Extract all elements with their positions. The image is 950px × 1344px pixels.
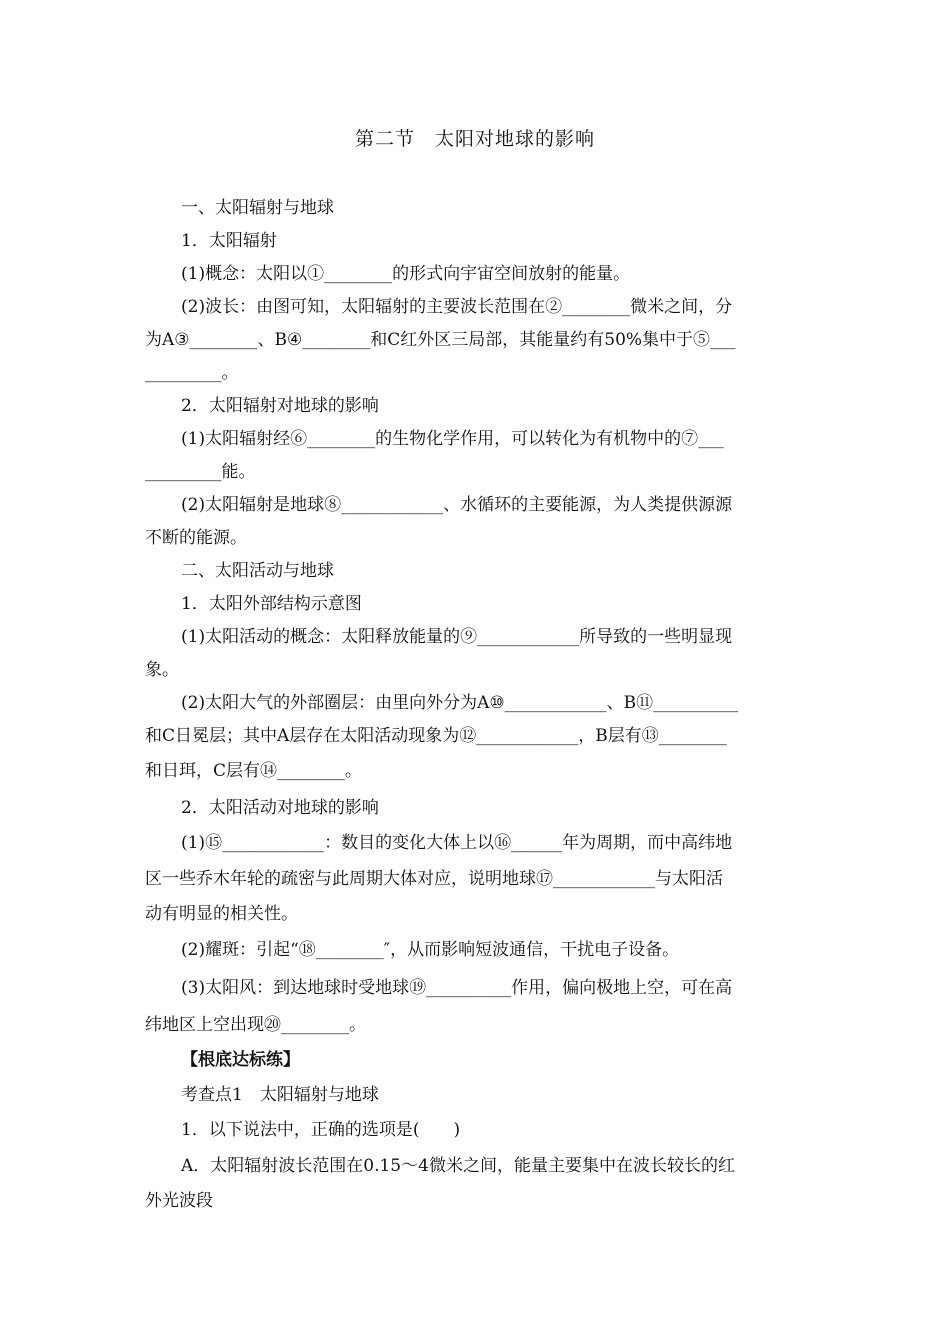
text-line: 区一些乔木年轮的疏密与此周期大体对应，说明地球⑰____________与太阳活 bbox=[145, 869, 723, 889]
text-line: (2)波长：由图可知，太阳辐射的主要波长范围在②________微米之间，分 bbox=[181, 297, 733, 317]
subheading-radiation-effects: 2．太阳辐射对地球的影响 bbox=[181, 396, 379, 416]
text-line: 象。 bbox=[145, 660, 179, 680]
text-line: 纬地区上空出现⑳________。 bbox=[145, 1015, 366, 1035]
topic-heading: 考查点1 太阳辐射与地球 bbox=[181, 1085, 379, 1105]
text-line: 为A③________、B④________和C红外区三局部，其能量约有50%集中于⑤___ bbox=[145, 330, 736, 350]
text-line: 和C日冕层；其中A层存在太阳活动现象为⑫____________，B层有⑬________ bbox=[145, 726, 727, 746]
text-line: (2)太阳大气的外部圈层：由里向外分为A⑩____________、B⑪__________ bbox=[181, 693, 739, 713]
text-line: (1)⑮____________：数目的变化大体上以⑯______年为周期，而中高纬地 bbox=[181, 833, 733, 853]
option-a-continued: 外光波段 bbox=[145, 1191, 213, 1211]
section-heading-2: 二、太阳活动与地球 bbox=[181, 561, 334, 581]
text-line: _________。 bbox=[145, 363, 239, 383]
text-line: (1)太阳活动的概念：太阳释放能量的⑨____________所导致的一些明显现 bbox=[181, 627, 733, 647]
section-heading-1: 一、太阳辐射与地球 bbox=[181, 198, 334, 218]
text-line: (2)耀斑：引起“⑱________″，从而影响短波通信，干扰电子设备。 bbox=[181, 940, 680, 960]
question-stem: 1．以下说法中，正确的选项是( ) bbox=[181, 1120, 461, 1140]
text-line: (1)概念：太阳以①________的形式向宇宙空间放射的能量。 bbox=[181, 264, 631, 284]
text-line: 动有明显的相关性。 bbox=[145, 904, 298, 924]
subheading-sun-structure: 1．太阳外部结构示意图 bbox=[181, 594, 362, 614]
page-title: 第二节 太阳对地球的影响 bbox=[354, 128, 595, 150]
text-line: 和日珥，C层有⑭________。 bbox=[145, 761, 363, 781]
exercise-heading: 【根底达标练】 bbox=[181, 1050, 300, 1070]
text-line: (1)太阳辐射经⑥________的生物化学作用，可以转化为有机物中的⑦___ bbox=[181, 429, 724, 449]
text-line: _________能。 bbox=[145, 462, 256, 482]
text-line: (3)太阳风：到达地球时受地球⑲__________作用，偏向极地上空，可在高 bbox=[181, 978, 733, 998]
subheading-activity-effects: 2．太阳活动对地球的影响 bbox=[181, 798, 379, 818]
text-line: 不断的能源。 bbox=[145, 528, 247, 548]
option-a: A．太阳辐射波长范围在0.15～4微米之间，能量主要集中在波长较长的红 bbox=[181, 1156, 735, 1176]
subheading-solar-radiation: 1．太阳辐射 bbox=[181, 231, 277, 251]
text-line: (2)太阳辐射是地球⑧____________、水循环的主要能源，为人类提供源源 bbox=[181, 495, 733, 515]
